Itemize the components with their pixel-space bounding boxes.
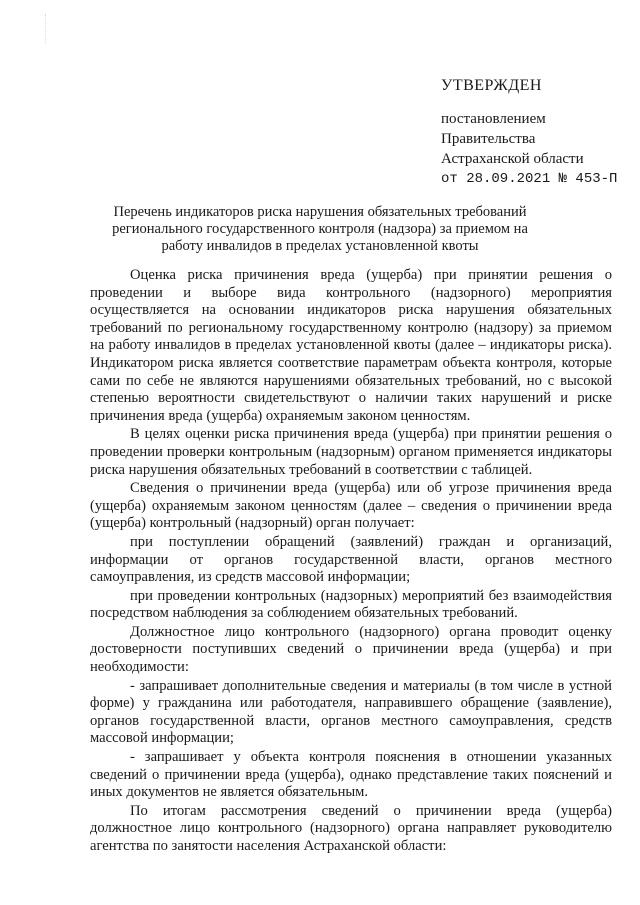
paragraph: Должностное лицо контрольного (надзорного) органа проводит оценку достоверности поступивших сведений о причинении вреда (ущерба) и при необходимости: (90, 623, 612, 676)
scan-margin-mark (45, 14, 60, 44)
approval-stamp (441, 76, 617, 189)
paragraph: По итогам рассмотрения сведений о причинении вреда (ущерба) должностное лицо контрольного (надзорного) органа направляет руководителю агентства по занятости населения Астраханской области: (90, 802, 612, 854)
paragraph: - запрашивает у объекта контроля пояснения в отношении указанных сведений о причинении вреда (ущерба), однако представление таких пояснений и иных документов не является обязательным. (90, 749, 612, 801)
paragraph: - запрашивает дополнительные сведения и материалы (в том числе в устной форме) у гражданина или работодателя, направившего обращение (заявление), органов государственной власти, органов местного самоуправления, средств массовой информации; (90, 677, 612, 747)
paragraph: при поступлении обращений (заявлений) граждан и организаций, информации от органов государственной власти, органов местного самоуправления, из средств массовой информации; (90, 533, 612, 586)
approval-title: УТВЕРЖДЕН (441, 77, 542, 94)
paragraph: В целях оценки риска причинения вреда (ущерба) при принятии решения о проведении проверки контрольным (надзорным) органом применяется индикаторы риска нарушения обязательных требований в соответствии с таблицей. (90, 426, 612, 478)
paragraph: при проведении контрольных (надзорных) мероприятий без взаимодействия посредством наблюдения за соблюдением обязательных требований. (90, 587, 612, 622)
paragraph: Сведения о причинении вреда (ущерба) или об угрозе причинения вреда (ущерба) охраняемым законом ценностям (далее – сведения о причинении вреда (ущерба) контрольный (надзорный) орган получает: (90, 480, 612, 532)
paragraph: Оценка риска причинения вреда (ущерба) при принятии решения о проведении и выборе вида контрольного (надзорного) мероприятия осуществляется на основании индикаторов риска нарушения обязательных требований по региональному государственному контролю (надзору) за приемом на работу инвалидов в пределах установленной квоты (далее – индикаторы риска). Индикатором риска является соответствие параметрам объекта контроля, которые сами по себе не являются нарушениями обязательных требований, но с высокой степенью вероятности свидетельствуют о наличии таких нарушений и риске причинения вреда (ущерба) охраняемым законом ценностям. (90, 267, 612, 424)
document-body (90, 267, 612, 857)
approval-line-2: Правительства (441, 131, 536, 147)
document-title: Перечень индикаторов риска нарушения обязательных требований регионального государственного контроля (надзора) за приемом на работу инвалидов в пределах установленной квоты (112, 204, 528, 254)
approval-line-1: постановлением (441, 111, 546, 127)
approval-date-number: от 28.09.2021 № 453-П (441, 171, 618, 187)
approval-line-3: Астраханской области (441, 151, 584, 167)
